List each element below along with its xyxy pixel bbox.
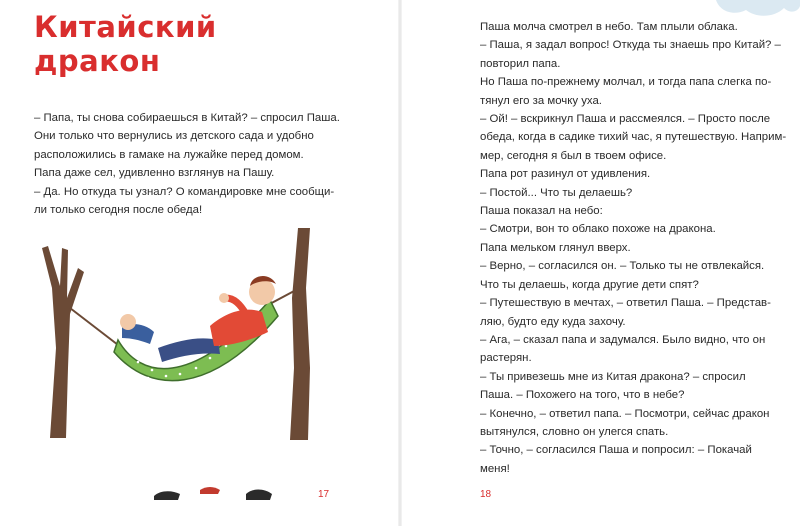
shoes-illustration [150, 474, 280, 504]
text-line: – Постой... Что ты делаешь? [480, 186, 633, 199]
left-page-text [34, 109, 384, 219]
text-line: Папа мельком глянул вверх. [480, 241, 631, 254]
text-line: – Путешествую в мечтах, – ответил Паша. – Представ- [480, 297, 771, 310]
chapter-title-line: Китайский [34, 10, 217, 44]
hammock-illustration [40, 228, 330, 458]
text-line: ляю, будто еду куда захочу. [480, 315, 626, 328]
text-line: Но Паша по-прежнему молчал, и тогда папа слегка по- [480, 76, 772, 89]
text-line: меня! [480, 462, 510, 475]
text-line: – Паша, я задал вопрос! Откуда ты знаешь про Китай? – [480, 39, 781, 52]
hammock-rope-left [70, 308, 122, 348]
text-line: – Конечно, – ответил папа. – Посмотри, сейчас дракон [480, 407, 770, 420]
text-line: – Точно, – согласился Паша и попросил: – Покачай [480, 444, 752, 457]
text-line: вытянулся, словно он улегся спать. [480, 425, 669, 438]
text-line: – Ты привезешь мне из Китая дракона? – спросил [480, 370, 746, 383]
page-number-right: 18 [480, 489, 492, 500]
chapter-title [34, 10, 217, 78]
dad-hand [219, 293, 229, 303]
text-line: – Верно, – согласился он. – Только ты не отвлекайся. [480, 260, 765, 273]
text-line: Папа рот разинул от удивления. [480, 168, 651, 181]
page-number-left: 17 [318, 489, 330, 500]
text-line: Что ты делаешь, когда другие дети спят? [480, 278, 699, 291]
text-line: повторил папа. [480, 57, 561, 70]
text-line: – Да. Но откуда ты узнал? О командировке мне сообщи- [34, 185, 335, 198]
text-line: Папа даже сел, удивленно взглянув на Пашу. [34, 167, 275, 180]
text-line: тянул его за мочку уха. [480, 94, 602, 107]
dad-shirt [210, 310, 268, 346]
text-line: расположились в гамаке на лужайке перед домом. [34, 148, 304, 161]
text-line: обеда, когда в садике тихий час, я путешествую. Наприм- [480, 131, 787, 144]
shoe [200, 487, 220, 494]
text-line: – Ой! – вскрикнул Паша и рассмеялся. – Просто после [480, 113, 771, 126]
right-tree [290, 228, 310, 440]
shoe [154, 491, 180, 500]
text-line: Паша. – Похожего на того, что в небе? [480, 389, 685, 402]
text-line: Паша молча смотрел в небо. Там плыли облака. [480, 21, 738, 33]
text-line: растерян. [480, 352, 532, 365]
text-line: мер, сегодня я был в твоем офисе. [480, 149, 667, 162]
shoe [246, 490, 272, 501]
chapter-title-line: дракон [34, 44, 161, 78]
kid-head [120, 314, 136, 330]
text-line: Они только что вернулись из детского сада и удобно [34, 130, 314, 143]
right-page-text [480, 18, 790, 478]
text-line: ли только сегодня после обеда! [34, 204, 203, 217]
text-line: – Ага, – сказал папа и задумался. Было видно, что он [480, 333, 766, 346]
text-line: Паша показал на небо: [480, 205, 603, 218]
left-tree [42, 246, 84, 438]
text-line: – Смотри, вон то облако похоже на дракона. [480, 223, 716, 236]
text-line: – Папа, ты снова собираешься в Китай? – спросил Паша. [34, 112, 340, 124]
